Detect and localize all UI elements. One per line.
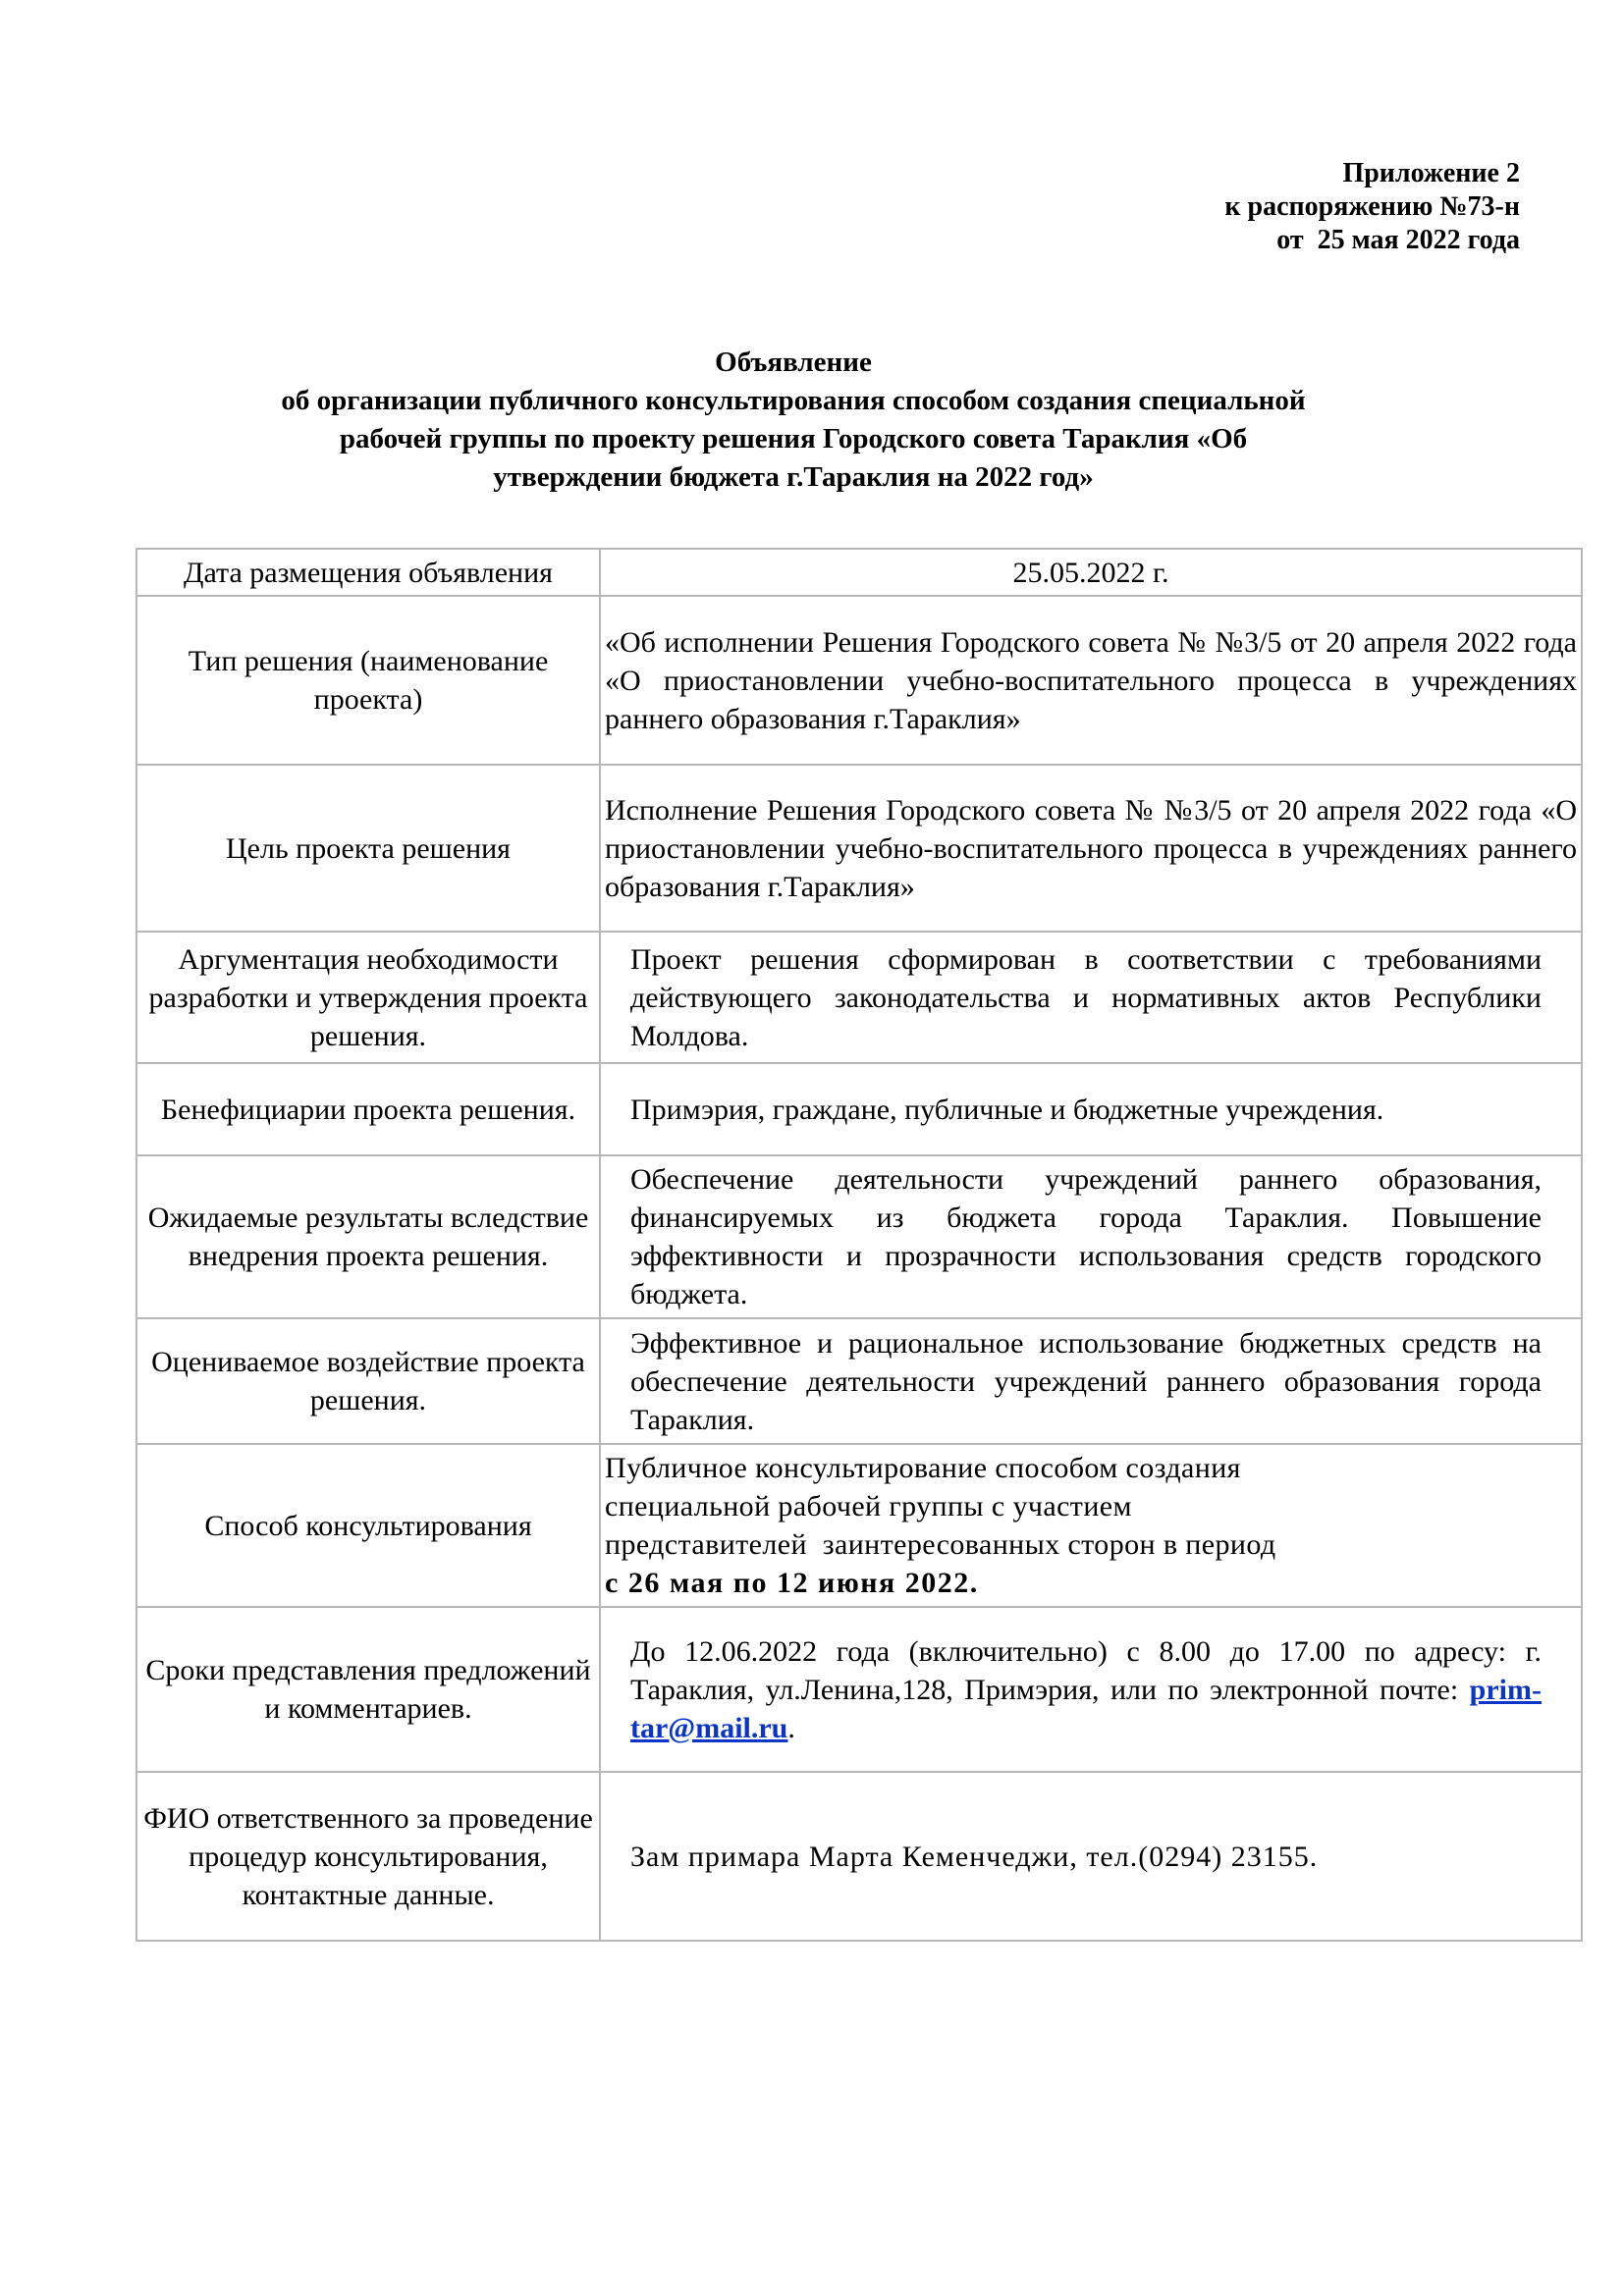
table-row	[136, 1607, 1582, 1772]
heading-subtitle-line-2: рабочей группы по проекту решения Городского совета Тараклия «Об	[339, 423, 1248, 454]
consultation-line-2: специальной рабочей группы с участием	[605, 1490, 1132, 1522]
row-label: Цель проекта решения	[136, 765, 600, 932]
row-label: Ожидаемые результаты вследствие внедрения проекта решения.	[136, 1155, 600, 1318]
table-row	[136, 1318, 1582, 1444]
row-value: 25.05.2022 г.	[600, 549, 1582, 596]
row-label: ФИО ответственного за проведение процедур консультирования, контактные данные.	[136, 1772, 600, 1941]
row-value: Эффективное и рациональное использование бюджетных средств на обеспечение деятельности учреждений раннего образования города Тараклия.	[600, 1318, 1582, 1444]
heading-subtitle-line-3: утверждении бюджета г.Тараклия на 2022 год»	[493, 461, 1094, 493]
appendix-block	[1009, 157, 1520, 257]
table-row	[136, 1444, 1582, 1607]
row-label: Сроки представления предложений и комментариев.	[136, 1607, 600, 1772]
row-label: Бенефициарии проекта решения.	[136, 1063, 600, 1155]
row-value: Примэрия, граждане, публичные и бюджетные учреждения.	[600, 1063, 1582, 1155]
announcement-table	[135, 548, 1583, 1942]
row-value: «Об исполнении Решения Городского совета № №3/5 от 20 апреля 2022 года «О приостановлении учебно-воспитательного процесса в учреждениях раннего образования г.Тараклия»	[600, 596, 1582, 765]
table-row	[136, 1772, 1582, 1941]
table-row	[136, 765, 1582, 932]
row-value: Зам примара Марта Кеменчеджи, тел.(0294) 23155.	[600, 1772, 1582, 1941]
email-link[interactable]: prim-tar@mail.ru	[630, 1673, 1542, 1744]
table-row	[136, 932, 1582, 1063]
row-label: Оцениваемое воздействие проекта решения.	[136, 1318, 600, 1444]
row-value: Проект решения сформирован в соответствии с требованиями действующего законодательства и нормативных актов Республики Молдова.	[600, 932, 1582, 1063]
document-heading	[137, 344, 1449, 497]
table-row	[136, 1155, 1582, 1318]
row-value	[600, 1444, 1582, 1607]
row-label: Аргументация необходимости разработки и утверждения проекта решения.	[136, 932, 600, 1063]
heading-title: Объявление	[715, 347, 872, 378]
deadline-end: .	[787, 1711, 795, 1744]
table-row	[136, 1063, 1582, 1155]
appendix-date: от 25 мая 2022 года	[1276, 225, 1520, 255]
appendix-order-ref: к распоряжению №73-н	[1224, 191, 1520, 222]
table-row	[136, 549, 1582, 596]
row-value: Исполнение Решения Городского совета № №3/5 от 20 апреля 2022 года «О приостановлении учебно-воспитательного процесса в учреждениях раннего образования г.Тараклия»	[600, 765, 1582, 932]
deadline-text: До 12.06.2022 года (включительно) с 8.00 до 17.00 по адресу: г. Тараклия, ул.Ленина,128, Примэрия, или по электронной почте:	[630, 1634, 1542, 1706]
consultation-line-3: представителей заинтересованных сторон в период	[605, 1528, 1276, 1561]
row-value	[600, 1607, 1582, 1772]
appendix-title: Приложение 2	[1342, 158, 1520, 188]
consultation-line-1: Публичное консультирование способом создания	[605, 1452, 1241, 1484]
row-label: Дата размещения объявления	[136, 549, 600, 596]
row-label: Тип решения (наименование проекта)	[136, 596, 600, 765]
heading-subtitle-line-1: об организации публичного консультирования способом создания специальной	[281, 385, 1306, 416]
consultation-period: с 26 мая по 12 июня 2022.	[605, 1567, 979, 1599]
row-label: Способ консультирования	[136, 1444, 600, 1607]
table-row	[136, 596, 1582, 765]
row-value: Обеспечение деятельности учреждений раннего образования, финансируемых из бюджета города Тараклия. Повышение эффективности и прозрачности использования средств городского бюджета.	[600, 1155, 1582, 1318]
